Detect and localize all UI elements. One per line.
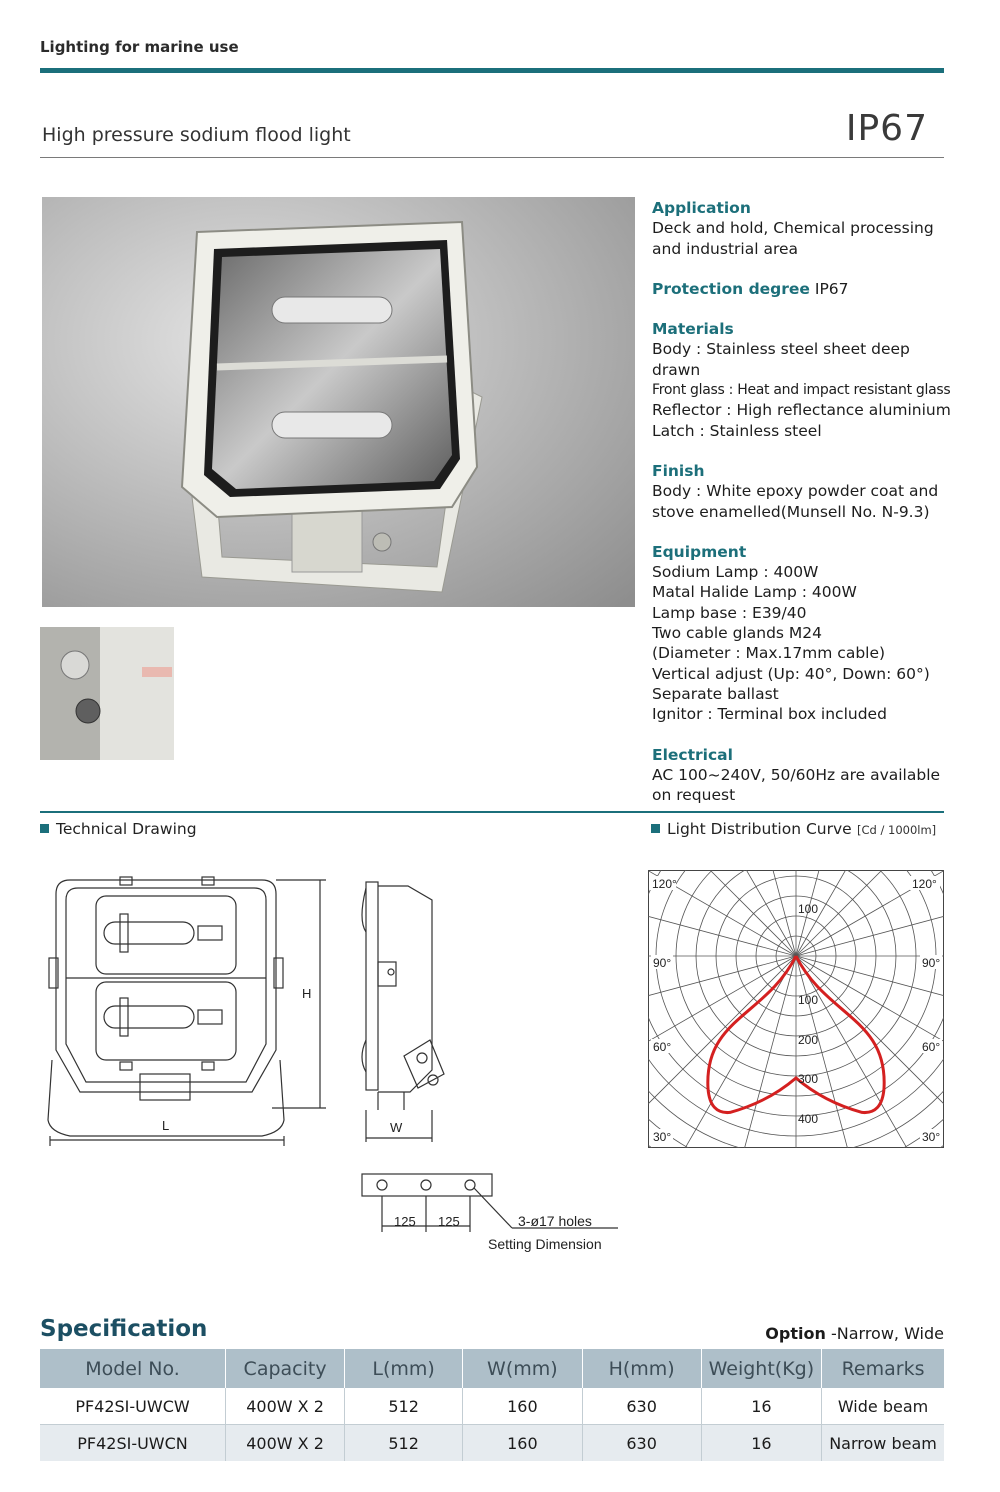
light-distribution-chart — [648, 870, 944, 1148]
section-label: Lighting for marine use — [40, 38, 239, 56]
protection-row — [652, 279, 952, 299]
equipment-line: Sodium Lamp : 400W — [652, 563, 819, 582]
top-divider — [40, 68, 944, 73]
option-line — [765, 1324, 944, 1343]
finish-heading: Finish — [652, 461, 705, 480]
angle-label: 60° — [653, 1040, 672, 1054]
materials-line: Front glass : Heat and impact resistant glass — [652, 382, 951, 399]
radial-label: 300 — [798, 1072, 819, 1086]
table-cell: 160 — [463, 1425, 582, 1462]
materials-line: Body : Stainless steel sheet deep drawn — [652, 340, 910, 379]
technical-drawing-heading — [40, 820, 197, 838]
holes-label: 3-ø17 holes — [518, 1213, 592, 1229]
table-cell: PF42SI-UWCW — [40, 1388, 226, 1425]
equipment-line: Two cable glands M24 — [652, 624, 823, 643]
angle-label: 60° — [922, 1040, 941, 1054]
radial-label: 100 — [798, 993, 819, 1007]
electrical-line: AC 100~240V, 50/60Hz are available — [652, 765, 941, 784]
flood-light-image — [42, 197, 635, 607]
table-cell: 16 — [701, 1425, 821, 1462]
column-header: L(mm) — [345, 1349, 463, 1388]
title-divider — [40, 157, 944, 158]
table-cell: 16 — [701, 1388, 821, 1425]
table-cell: PF42SI-UWCN — [40, 1425, 226, 1462]
angle-label: 90° — [653, 956, 672, 970]
table-cell: 630 — [582, 1388, 701, 1425]
product-title: High pressure sodium flood light — [42, 124, 351, 146]
light-distribution-heading — [651, 820, 852, 838]
table-cell: 630 — [582, 1425, 701, 1462]
cable-gland-image — [40, 627, 174, 760]
finish-line: stove enamelled(Munsell No. N-9.3) — [652, 502, 930, 521]
angle-label: 90° — [922, 956, 941, 970]
option-value: -Narrow, Wide — [830, 1324, 944, 1343]
table-cell: 512 — [345, 1425, 463, 1462]
column-header: H(mm) — [582, 1349, 701, 1388]
equipment-heading: Equipment — [652, 542, 747, 561]
square-bullet-icon — [651, 824, 660, 833]
specification-title: Specification — [40, 1316, 208, 1342]
angle-label: 30° — [922, 1130, 941, 1144]
equipment-line: Separate ballast — [652, 684, 779, 703]
column-header: Remarks — [822, 1349, 944, 1388]
dimension-w-label: W — [390, 1120, 403, 1135]
setting-dimension-label: Setting Dimension — [488, 1236, 602, 1252]
materials-line: Latch : Stainless steel — [652, 421, 822, 440]
table-cell: 160 — [463, 1388, 582, 1425]
electrical-heading: Electrical — [652, 745, 733, 764]
mid-divider — [40, 811, 944, 813]
table-header-row — [40, 1349, 944, 1388]
radial-label: 200 — [798, 1033, 819, 1047]
table-cell: 400W X 2 — [226, 1425, 345, 1462]
table-row — [40, 1388, 944, 1425]
light-distribution-title: Light Distribution Curve — [667, 820, 852, 838]
protection-value: IP67 — [814, 279, 849, 298]
table-cell: Wide beam — [822, 1388, 944, 1425]
angle-label: 120° — [912, 877, 937, 891]
protection-heading: Protection degree — [652, 279, 810, 298]
light-distribution-unit: [Cd / 1000lm] — [857, 823, 937, 837]
technical-drawing-title: Technical Drawing — [56, 820, 197, 838]
option-label: Option — [765, 1324, 826, 1343]
equipment-line: Lamp base : E39/40 — [652, 603, 807, 622]
technical-drawing — [40, 860, 640, 1260]
materials-line: Reflector : High reflectance aluminium — [652, 401, 951, 420]
column-header: Model No. — [40, 1349, 226, 1388]
square-bullet-icon — [40, 824, 49, 833]
specification-table — [40, 1349, 944, 1461]
spec-list — [652, 198, 952, 805]
application-line: and industrial area — [652, 239, 799, 258]
table-cell: 512 — [345, 1388, 463, 1425]
application-heading: Application — [652, 199, 751, 217]
application-line: Deck and hold, Chemical processing — [652, 219, 934, 238]
radial-label: 400 — [798, 1112, 819, 1126]
column-header: W(mm) — [463, 1349, 582, 1388]
column-header: Capacity — [226, 1349, 345, 1388]
ip-rating: IP67 — [845, 108, 928, 149]
electrical-line: on request — [652, 786, 736, 805]
table-row — [40, 1425, 944, 1462]
equipment-line: Matal Halide Lamp : 400W — [652, 583, 857, 602]
finish-line: Body : White epoxy powder coat and — [652, 482, 939, 501]
radial-label: 100 — [798, 902, 819, 916]
dimension-l-label: L — [162, 1118, 170, 1133]
materials-heading: Materials — [652, 320, 734, 339]
table-cell: 400W X 2 — [226, 1388, 345, 1425]
column-header: Weight(Kg) — [701, 1349, 821, 1388]
hole-spacing-label: 125 — [394, 1214, 416, 1229]
side-view — [362, 882, 444, 1142]
product-photo — [42, 197, 635, 607]
angle-label: 30° — [653, 1130, 672, 1144]
hole-spacing-label: 125 — [438, 1214, 460, 1229]
equipment-line: Vertical adjust (Up: 40°, Down: 60°) — [652, 664, 930, 683]
angle-label: 120° — [652, 877, 677, 891]
equipment-line: (Diameter : Max.17mm cable) — [652, 644, 886, 663]
equipment-line: Ignitor : Terminal box included — [652, 705, 887, 724]
front-view — [48, 877, 326, 1146]
table-cell: Narrow beam — [822, 1425, 944, 1462]
dimension-h-label: H — [302, 986, 312, 1001]
detail-photo — [40, 627, 174, 760]
